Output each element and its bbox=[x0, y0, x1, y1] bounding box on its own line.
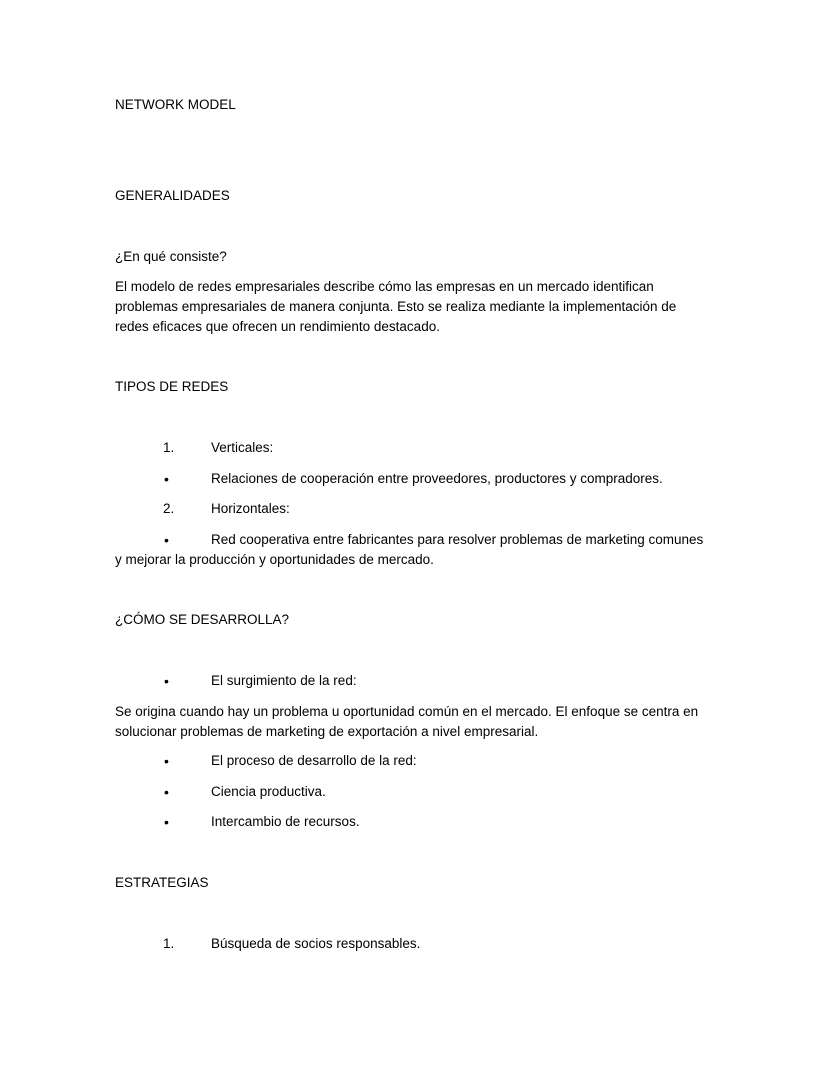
emergence-line-1: Se origina cuando hay un problema u oportunidad común en el mercado. El enfoque se centra en bbox=[115, 704, 699, 719]
bullet-item-text: Intercambio de recursos. bbox=[211, 814, 360, 829]
bullet-item-exchange bbox=[0, 812, 828, 832]
list-item-label: Búsqueda de socios responsables. bbox=[211, 936, 421, 951]
intro-paragraph bbox=[115, 277, 715, 337]
intro-line-1: El modelo de redes empresariales describe cómo las empresas en un mercado identifican bbox=[115, 279, 654, 294]
heading-tipos-de-redes: TIPOS DE REDES bbox=[115, 379, 229, 394]
bullet-item-text: Ciencia productiva. bbox=[211, 784, 326, 799]
heading-estrategias: ESTRATEGIAS bbox=[115, 875, 209, 890]
list-item-label: Horizontales: bbox=[211, 501, 290, 516]
intro-line-3: redes eficaces que ofrecen un rendimiento destacado. bbox=[115, 319, 440, 334]
bullet-icon: • bbox=[164, 532, 169, 548]
bullet-item-text: El proceso de desarrollo de la red: bbox=[211, 753, 417, 768]
list-item-horizontales bbox=[0, 499, 828, 519]
emergence-paragraph bbox=[115, 702, 755, 742]
bullet-icon: • bbox=[164, 784, 169, 800]
bullet-item-process bbox=[0, 751, 828, 771]
bullet-item-text: Relaciones de cooperación entre proveedores, productores y compradores. bbox=[211, 471, 663, 486]
bullet-item-science bbox=[0, 782, 828, 802]
list-item-label: Verticales: bbox=[211, 440, 274, 455]
bullet-item-vertical-desc bbox=[0, 469, 828, 489]
bullet-icon: • bbox=[164, 673, 169, 689]
document-title: NETWORK MODEL bbox=[115, 97, 236, 112]
horizontal-desc-line-1: Red cooperativa entre fabricantes para resolver problemas de marketing comunes bbox=[211, 532, 704, 547]
list-number: 1. bbox=[163, 440, 175, 455]
bullet-icon: • bbox=[164, 753, 169, 769]
horizontal-desc-line-2: y mejorar la producción y oportunidades de mercado. bbox=[115, 552, 434, 567]
bullet-item-horizontal-desc bbox=[115, 530, 735, 570]
bullet-icon: • bbox=[164, 814, 169, 830]
bullet-icon: • bbox=[164, 471, 169, 487]
emergence-line-2: solucionar problemas de marketing de exportación a nivel empresarial. bbox=[115, 724, 539, 739]
intro-line-2: problemas empresariales de manera conjunta. Esto se realiza mediante la implementación de bbox=[115, 299, 677, 314]
list-number: 2. bbox=[163, 501, 175, 516]
heading-generalidades: GENERALIDADES bbox=[115, 188, 230, 203]
list-item-partners bbox=[0, 934, 828, 954]
list-number: 1. bbox=[163, 936, 175, 951]
question-heading: ¿En qué consiste? bbox=[115, 249, 227, 264]
list-item-verticales bbox=[0, 438, 828, 458]
bullet-item-text: El surgimiento de la red: bbox=[211, 673, 357, 688]
heading-como-se-desarrolla: ¿CÓMO SE DESARROLLA? bbox=[115, 612, 290, 627]
bullet-item-emergence bbox=[0, 671, 828, 691]
